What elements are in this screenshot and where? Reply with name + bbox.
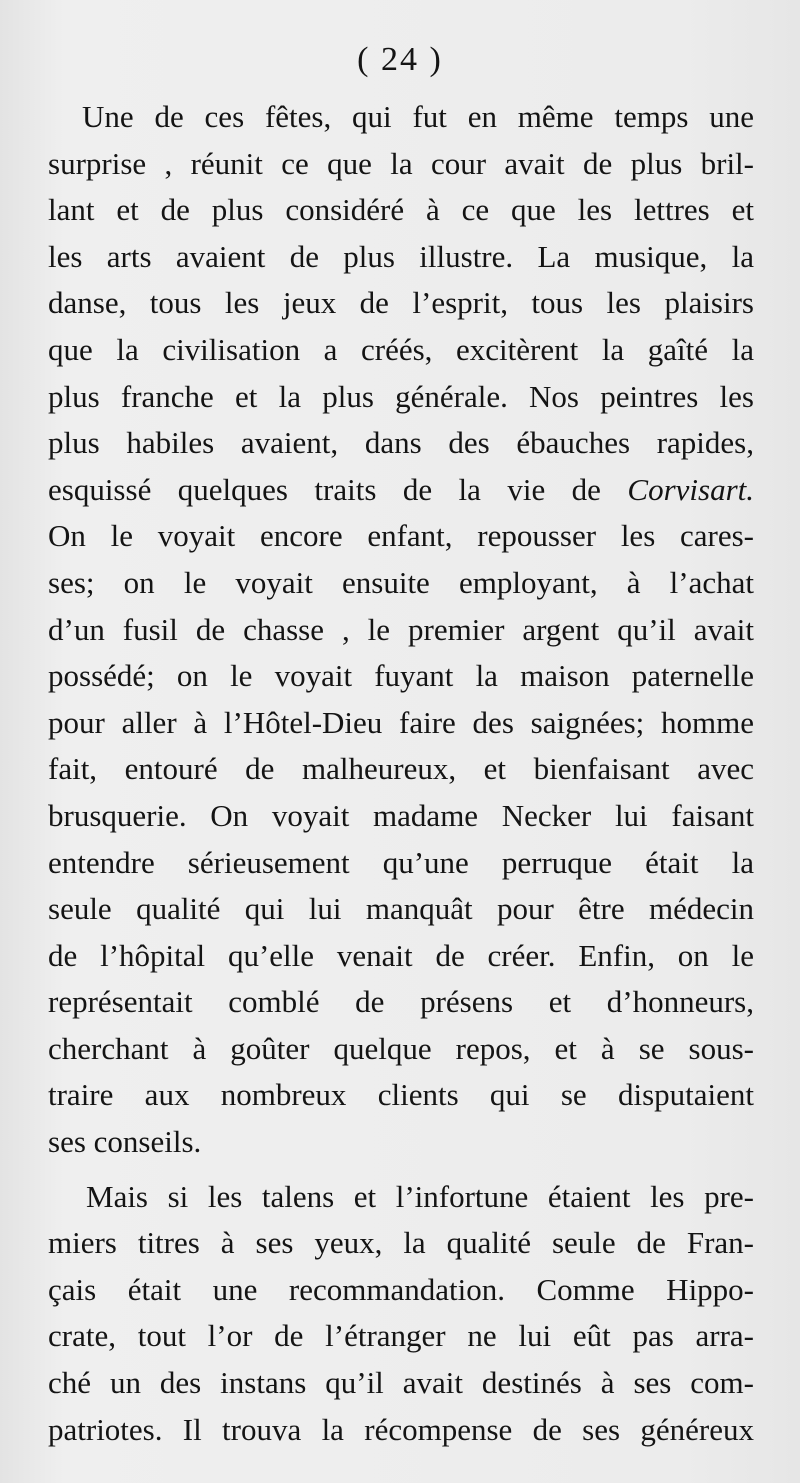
- paragraph-gap: [48, 1166, 754, 1174]
- text-line: plus franche et la plus générale. Nos peintres les: [48, 378, 754, 414]
- text-line: les arts avaient de plus illustre. La musique, la: [48, 238, 754, 274]
- text-line: de l’hôpital qu’elle venait de créer. Enfin, on le: [48, 937, 754, 973]
- text-line: ses conseils.: [48, 1124, 202, 1160]
- text-line: seule qualité qui lui manquât pour être médecin: [48, 891, 754, 927]
- body-text: [48, 94, 754, 1453]
- text-line: ses; on le voyait ensuite employant, à l’achat: [48, 564, 754, 600]
- text-line: danse, tous les jeux de l’esprit, tous les plaisirs: [48, 285, 754, 321]
- text-line: crate, tout l’or de l’étranger ne lui eût pas arra-: [48, 1318, 754, 1354]
- paragraph: [48, 1174, 754, 1454]
- text-line: patriotes. Il trouva la récompense de ses généreux: [48, 1411, 754, 1447]
- text-line: brusquerie. On voyait madame Necker lui faisant: [48, 797, 754, 833]
- text-line: ché un des instans qu’il avait destinés à ses com-: [48, 1365, 754, 1401]
- text-line: çais était une recommandation. Comme Hippo-: [48, 1271, 754, 1307]
- text-line: surprise , réunit ce que la cour avait de plus bril-: [48, 145, 754, 181]
- text-line: Une de ces fêtes, qui fut en même temps une: [82, 99, 754, 134]
- text-line: fait, entouré de malheureux, et bienfaisant avec: [48, 751, 754, 787]
- page-number: ( 24 ): [357, 41, 443, 78]
- text-line: Mais si les talens et l’infortune étaient les pre-: [86, 1178, 754, 1214]
- text-line: miers titres à ses yeux, la qualité seule de Fran-: [48, 1225, 754, 1261]
- text-line: plus habiles avaient, dans des ébauches rapides,: [48, 425, 754, 461]
- text-line: On le voyait encore enfant, repousser les cares-: [48, 518, 754, 554]
- text-line: esquissé quelques traits de la vie de: [48, 471, 601, 507]
- text-line: entendre sérieusement qu’une perruque était la: [48, 844, 754, 880]
- text-line: traire aux nombreux clients qui se disputaient: [48, 1077, 754, 1113]
- italic-name: Corvisart.: [627, 471, 754, 507]
- text-line-with-name: [48, 467, 754, 514]
- text-line: pour aller à l’Hôtel-Dieu faire des saignées; homme: [48, 704, 754, 740]
- text-line: que la civilisation a créés, excitèrent la gaîté la: [48, 331, 754, 367]
- text-line: représentait comblé de présens et d’honneurs,: [48, 984, 754, 1020]
- text-line: possédé; on le voyait fuyant la maison paternelle: [48, 658, 754, 694]
- text-line: cherchant à goûter quelque repos, et à se sous-: [48, 1030, 754, 1066]
- paragraph: [48, 94, 754, 1166]
- text-line: lant et de plus considéré à ce que les lettres et: [48, 192, 754, 228]
- text-line: d’un fusil de chasse , le premier argent qu’il avait: [48, 611, 754, 647]
